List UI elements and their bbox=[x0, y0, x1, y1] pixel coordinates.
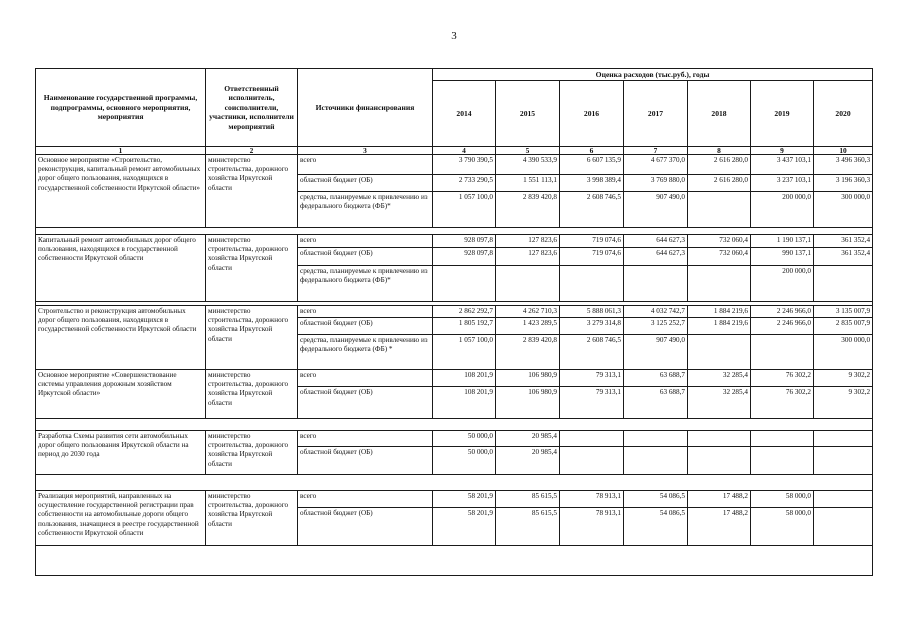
activity-name: Основное мероприятие «Строительство, реконструкция, капитальный ремонт автомобильных дорог общего пользования, находящихся в государственной собственности Иркутской области» bbox=[36, 155, 206, 228]
expense-value: 2 608 746,5 bbox=[560, 335, 624, 370]
expense-value: 3 279 314,8 bbox=[560, 318, 624, 335]
expense-value: 3 237 103,1 bbox=[751, 175, 814, 192]
expense-value: 58 000,0 bbox=[751, 508, 814, 546]
expense-value: 85 615,5 bbox=[496, 508, 560, 546]
header-year: 2019 bbox=[751, 81, 814, 147]
expense-value: 50 000,0 bbox=[433, 447, 496, 475]
expense-value: 928 097,8 bbox=[433, 235, 496, 248]
expense-value: 644 627,3 bbox=[624, 248, 688, 266]
table-row bbox=[36, 306, 873, 318]
expense-value: 3 769 880,0 bbox=[624, 175, 688, 192]
funding-source: областной бюджет (ОБ) bbox=[298, 508, 433, 546]
header-responsible: Ответственный исполнитель, соисполнители, участники, исполнители мероприятий bbox=[206, 69, 298, 147]
funding-source: средства, планируемые к привлечению из федерального бюджета (ФБ) * bbox=[298, 335, 433, 370]
header-costs: Оценка расходов (тыс.руб.), годы bbox=[433, 69, 873, 81]
expense-value bbox=[688, 192, 751, 228]
table-row bbox=[36, 491, 873, 508]
expense-value: 3 135 007,9 bbox=[814, 306, 873, 318]
expense-value: 78 913,1 bbox=[560, 508, 624, 546]
expense-value: 928 097,8 bbox=[433, 248, 496, 266]
responsible-executor: министерство строительства, дорожного хозяйства Иркутской области bbox=[206, 306, 298, 370]
separator-row bbox=[36, 475, 873, 491]
separator-cell bbox=[36, 546, 873, 576]
expense-value: 1 805 192,7 bbox=[433, 318, 496, 335]
funding-source: всего bbox=[298, 370, 433, 387]
responsible-executor: министерство строительства, дорожного хозяйства Иркутской области bbox=[206, 491, 298, 546]
responsible-executor: министерство строительства, дорожного хозяйства Иркутской области bbox=[206, 431, 298, 475]
expense-value: 719 074,6 bbox=[560, 235, 624, 248]
expense-value: 732 060,4 bbox=[688, 248, 751, 266]
expense-value: 2 839 420,8 bbox=[496, 192, 560, 228]
column-number: 3 bbox=[298, 147, 433, 155]
expense-value: 200 000,0 bbox=[751, 192, 814, 228]
header-year: 2014 bbox=[433, 81, 496, 147]
table-body bbox=[36, 155, 873, 576]
expense-value bbox=[751, 431, 814, 447]
funding-source: средства, планируемые к привлечению из федерального бюджета (ФБ)* bbox=[298, 192, 433, 228]
expense-value: 361 352,4 bbox=[814, 248, 873, 266]
expense-value bbox=[814, 431, 873, 447]
expense-value bbox=[814, 447, 873, 475]
expense-value: 719 074,6 bbox=[560, 248, 624, 266]
expense-value: 6 607 135,9 bbox=[560, 155, 624, 175]
expense-value: 1 884 219,6 bbox=[688, 306, 751, 318]
expense-value bbox=[624, 431, 688, 447]
expense-value: 58 201,9 bbox=[433, 508, 496, 546]
header-year: 2017 bbox=[624, 81, 688, 147]
column-number: 10 bbox=[814, 147, 873, 155]
expense-value bbox=[560, 447, 624, 475]
expense-value: 3 437 103,1 bbox=[751, 155, 814, 175]
activity-name: Разработка Схемы развития сети автомобильных дорог общего пользования Иркутской области на период до 2030 года bbox=[36, 431, 206, 475]
expense-value: 127 823,6 bbox=[496, 235, 560, 248]
expense-value: 79 313,1 bbox=[560, 387, 624, 419]
expense-value: 2 616 280,0 bbox=[688, 155, 751, 175]
expense-value: 2 246 966,0 bbox=[751, 306, 814, 318]
responsible-executor: министерство строительства, дорожного хозяйства Иркутской области bbox=[206, 155, 298, 228]
expense-value: 63 688,7 bbox=[624, 370, 688, 387]
expense-value: 5 888 061,3 bbox=[560, 306, 624, 318]
funding-source: областной бюджет (ОБ) bbox=[298, 387, 433, 419]
expense-value: 300 000,0 bbox=[814, 335, 873, 370]
page-number: 3 bbox=[451, 30, 457, 42]
activity-name: Реализация мероприятий, направленных на осуществление государственной регистрации прав собственности на автомобильные дороги общего пользования, значащиеся в реестре государственной собственности Иркутской области bbox=[36, 491, 206, 546]
funding-source: областной бюджет (ОБ) bbox=[298, 318, 433, 335]
expense-value: 9 302,2 bbox=[814, 387, 873, 419]
expense-value: 1 884 219,6 bbox=[688, 318, 751, 335]
responsible-executor: министерство строительства, дорожного хозяйства Иркутской области bbox=[206, 370, 298, 419]
funding-source: областной бюджет (ОБ) bbox=[298, 447, 433, 475]
expense-value bbox=[688, 335, 751, 370]
expense-value: 907 490,0 bbox=[624, 192, 688, 228]
expense-value: 78 913,1 bbox=[560, 491, 624, 508]
separator-row bbox=[36, 228, 873, 235]
expense-value: 1 551 113,1 bbox=[496, 175, 560, 192]
expense-value: 85 615,5 bbox=[496, 491, 560, 508]
expense-value: 1 057 100,0 bbox=[433, 335, 496, 370]
expense-value: 32 285,4 bbox=[688, 370, 751, 387]
expense-value bbox=[624, 266, 688, 302]
header-year: 2016 bbox=[560, 81, 624, 147]
column-number: 7 bbox=[624, 147, 688, 155]
funding-source: средства, планируемые к привлечению из федерального бюджета (ФБ)* bbox=[298, 266, 433, 302]
header-sources: Источники финансирования bbox=[298, 69, 433, 147]
expense-value: 63 688,7 bbox=[624, 387, 688, 419]
expense-value: 17 488,2 bbox=[688, 508, 751, 546]
expense-value: 2 246 966,0 bbox=[751, 318, 814, 335]
expense-value: 3 196 360,3 bbox=[814, 175, 873, 192]
expense-value: 17 488,2 bbox=[688, 491, 751, 508]
responsible-executor: министерство строительства, дорожного хозяйства Иркутской области bbox=[206, 235, 298, 302]
expense-value: 106 980,9 bbox=[496, 370, 560, 387]
expense-value bbox=[560, 431, 624, 447]
activity-name: Основное мероприятие «Совершенствование системы управления дорожным хозяйством Иркутской области» bbox=[36, 370, 206, 419]
expense-value bbox=[751, 447, 814, 475]
expense-value: 3 125 252,7 bbox=[624, 318, 688, 335]
expense-value: 4 032 742,7 bbox=[624, 306, 688, 318]
expense-value: 361 352,4 bbox=[814, 235, 873, 248]
column-number: 6 bbox=[560, 147, 624, 155]
table-row bbox=[36, 235, 873, 248]
expense-value bbox=[688, 266, 751, 302]
expense-value: 4 262 710,3 bbox=[496, 306, 560, 318]
expense-value: 108 201,9 bbox=[433, 387, 496, 419]
funding-source: всего bbox=[298, 491, 433, 508]
expense-value: 76 302,2 bbox=[751, 370, 814, 387]
expense-value: 1 057 100,0 bbox=[433, 192, 496, 228]
budget-table bbox=[35, 68, 873, 576]
expense-value: 2 733 290,5 bbox=[433, 175, 496, 192]
expense-value: 76 302,2 bbox=[751, 387, 814, 419]
expense-value: 2 608 746,5 bbox=[560, 192, 624, 228]
expense-value: 300 000,0 bbox=[814, 192, 873, 228]
funding-source: всего bbox=[298, 155, 433, 175]
column-number: 4 bbox=[433, 147, 496, 155]
expense-value: 2 839 420,8 bbox=[496, 335, 560, 370]
expense-value: 20 985,4 bbox=[496, 447, 560, 475]
expense-value: 3 998 389,4 bbox=[560, 175, 624, 192]
expense-value: 907 490,0 bbox=[624, 335, 688, 370]
table-row bbox=[36, 155, 873, 175]
expense-value: 54 086,5 bbox=[624, 508, 688, 546]
funding-source: всего bbox=[298, 306, 433, 318]
expense-value: 54 086,5 bbox=[624, 491, 688, 508]
expense-value bbox=[688, 447, 751, 475]
funding-source: областной бюджет (ОБ) bbox=[298, 175, 433, 192]
activity-name: Строительство и реконструкция автомобильных дорог общего пользования, находящихся в государственной собственности Иркутской области bbox=[36, 306, 206, 370]
expense-value bbox=[624, 447, 688, 475]
expense-value: 1 190 137,1 bbox=[751, 235, 814, 248]
expense-value bbox=[814, 266, 873, 302]
expense-value bbox=[496, 266, 560, 302]
expense-value: 1 423 289,5 bbox=[496, 318, 560, 335]
expense-value: 2 835 007,9 bbox=[814, 318, 873, 335]
column-number: 1 bbox=[36, 147, 206, 155]
column-number: 5 bbox=[496, 147, 560, 155]
expense-value bbox=[751, 335, 814, 370]
expense-value: 127 823,6 bbox=[496, 248, 560, 266]
expense-value: 58 201,9 bbox=[433, 491, 496, 508]
column-number: 9 bbox=[751, 147, 814, 155]
header-year: 2020 bbox=[814, 81, 873, 147]
column-number: 2 bbox=[206, 147, 298, 155]
expense-value: 32 285,4 bbox=[688, 387, 751, 419]
expense-value: 4 677 370,0 bbox=[624, 155, 688, 175]
table-header bbox=[36, 69, 873, 155]
separator-row bbox=[36, 419, 873, 431]
header-year: 2015 bbox=[496, 81, 560, 147]
expense-value: 108 201,9 bbox=[433, 370, 496, 387]
expense-value: 2 862 292,7 bbox=[433, 306, 496, 318]
funding-source: всего bbox=[298, 235, 433, 248]
expense-value: 2 616 280,0 bbox=[688, 175, 751, 192]
expense-value: 644 627,3 bbox=[624, 235, 688, 248]
expense-value: 3 496 360,3 bbox=[814, 155, 873, 175]
header-year: 2018 bbox=[688, 81, 751, 147]
separator-cell bbox=[36, 228, 873, 235]
expense-value bbox=[433, 266, 496, 302]
expense-value bbox=[814, 491, 873, 508]
expense-value: 200 000,0 bbox=[751, 266, 814, 302]
activity-name: Капитальный ремонт автомобильных дорог общего пользования, находящихся в государственной собственности Иркутской области bbox=[36, 235, 206, 302]
table-row bbox=[36, 370, 873, 387]
separator-cell bbox=[36, 419, 873, 431]
header-name: Наименование государственной программы, подпрограммы, основного мероприятия, мероприятия bbox=[36, 69, 206, 147]
expense-value: 106 980,9 bbox=[496, 387, 560, 419]
column-number: 8 bbox=[688, 147, 751, 155]
expense-value: 3 790 390,5 bbox=[433, 155, 496, 175]
table-row bbox=[36, 431, 873, 447]
separator-cell bbox=[36, 475, 873, 491]
funding-source: областной бюджет (ОБ) bbox=[298, 248, 433, 266]
expense-value: 990 137,1 bbox=[751, 248, 814, 266]
expense-value: 4 390 533,9 bbox=[496, 155, 560, 175]
expense-value bbox=[814, 508, 873, 546]
expense-value: 732 060,4 bbox=[688, 235, 751, 248]
expense-value: 79 313,1 bbox=[560, 370, 624, 387]
expense-value: 58 000,0 bbox=[751, 491, 814, 508]
expense-value: 20 985,4 bbox=[496, 431, 560, 447]
expense-value bbox=[560, 266, 624, 302]
expense-value bbox=[688, 431, 751, 447]
expense-value: 9 302,2 bbox=[814, 370, 873, 387]
separator-row bbox=[36, 546, 873, 576]
expense-value: 50 000,0 bbox=[433, 431, 496, 447]
funding-source: всего bbox=[298, 431, 433, 447]
